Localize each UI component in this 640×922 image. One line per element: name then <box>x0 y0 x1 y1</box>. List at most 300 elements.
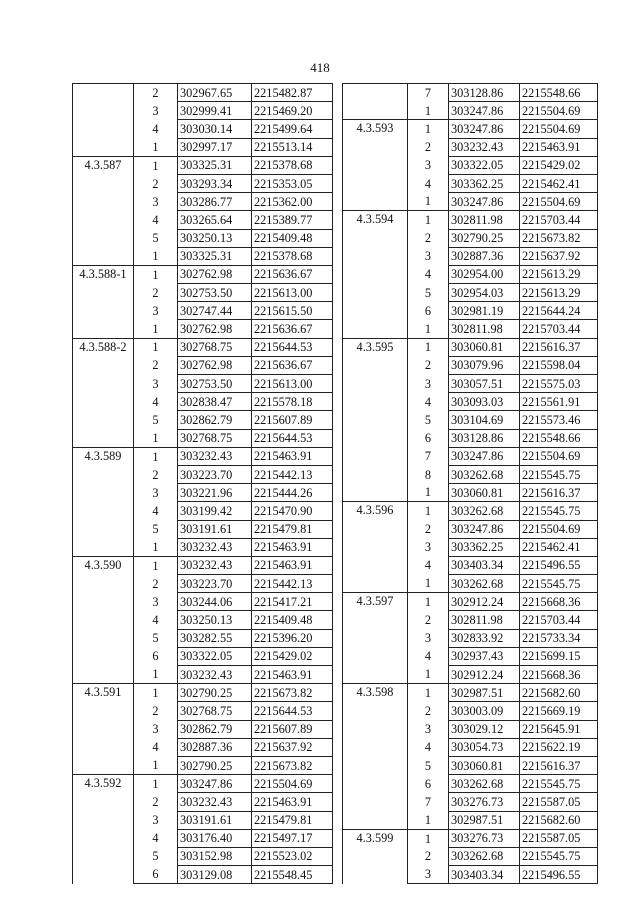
y-coordinate: 2215545.75 <box>520 575 598 593</box>
point-number: 4 <box>152 831 159 846</box>
x-coordinate: 303199.42 <box>178 502 252 520</box>
y-coordinate: 2215578.18 <box>252 393 333 411</box>
x-coordinate: 303054.73 <box>449 738 520 756</box>
table-row <box>73 447 333 465</box>
y-coordinate: 2215673.82 <box>520 229 598 247</box>
point-number: 1 <box>408 829 449 847</box>
y-coordinate: 2215636.67 <box>252 356 333 374</box>
x-coordinate: 303093.03 <box>449 393 520 411</box>
point-number: 5 <box>152 412 159 427</box>
x-coordinate: 303152.98 <box>178 847 252 865</box>
point-number: 3 <box>152 813 159 828</box>
y-coordinate: 2215613.00 <box>252 284 333 302</box>
y-coordinate: 2215669.19 <box>520 702 598 720</box>
x-coordinate: 303104.69 <box>449 411 520 429</box>
point-number: 3 <box>152 722 159 737</box>
x-coordinate: 303221.96 <box>178 484 252 502</box>
point-number: 3 <box>424 540 432 555</box>
point-number: 2 <box>152 794 159 809</box>
x-coordinate: 303247.86 <box>449 193 520 211</box>
y-coordinate: 2215673.82 <box>252 756 333 774</box>
point-number: 2 <box>152 703 159 718</box>
y-coordinate: 2215598.04 <box>520 356 598 374</box>
parcel-id: 4.3.587 <box>73 156 134 265</box>
y-coordinate: 2215645.91 <box>520 720 598 738</box>
x-coordinate: 302997.17 <box>178 138 252 156</box>
y-coordinate: 2215613.29 <box>520 284 598 302</box>
y-coordinate: 2215462.41 <box>520 174 598 192</box>
x-coordinate: 303060.81 <box>449 484 520 502</box>
x-coordinate: 303232.43 <box>178 538 252 556</box>
y-coordinate: 2215362.00 <box>252 193 333 211</box>
y-coordinate: 2215703.44 <box>520 320 598 338</box>
table-row <box>343 684 598 702</box>
y-coordinate: 2215429.02 <box>252 647 333 665</box>
parcel-id: 4.3.588-1 <box>73 265 134 338</box>
point-number: 1 <box>408 211 449 229</box>
x-coordinate: 302887.36 <box>178 738 252 756</box>
point-number: 2 <box>152 576 159 591</box>
x-coordinate: 303250.13 <box>178 229 252 247</box>
x-coordinate: 303362.25 <box>449 174 520 192</box>
y-coordinate: 2215545.75 <box>520 847 598 865</box>
x-coordinate: 303232.43 <box>178 666 252 684</box>
page-number: 418 <box>310 60 330 75</box>
table-row <box>343 84 598 102</box>
point-number: 4 <box>152 740 159 755</box>
x-coordinate: 303176.40 <box>178 829 252 847</box>
x-coordinate: 303060.81 <box>449 338 520 356</box>
x-coordinate: 303029.12 <box>449 720 520 738</box>
y-coordinate: 2215417.21 <box>252 593 333 611</box>
x-coordinate: 302790.25 <box>178 756 252 774</box>
y-coordinate: 2215573.46 <box>520 411 598 429</box>
point-number: 4 <box>152 121 159 136</box>
point-number: 8 <box>424 467 432 482</box>
point-number: 2 <box>152 358 159 373</box>
point-number: 2 <box>152 467 159 482</box>
x-coordinate: 303232.43 <box>178 793 252 811</box>
point-number: 7 <box>424 794 432 809</box>
point-number: 1 <box>152 758 159 773</box>
y-coordinate: 2215463.91 <box>252 793 333 811</box>
point-number: 3 <box>152 194 159 209</box>
point-number: 5 <box>152 631 159 646</box>
table-row <box>73 684 333 702</box>
point-number: 3 <box>424 376 432 391</box>
point-number: 3 <box>424 722 432 737</box>
y-coordinate: 2215479.81 <box>252 520 333 538</box>
x-coordinate: 303293.34 <box>178 174 252 192</box>
y-coordinate: 2215644.24 <box>520 302 598 320</box>
y-coordinate: 2215469.20 <box>252 102 333 120</box>
y-coordinate: 2215613.00 <box>252 375 333 393</box>
x-coordinate: 303003.09 <box>449 702 520 720</box>
y-coordinate: 2215548.45 <box>252 866 333 884</box>
x-coordinate: 302768.75 <box>178 702 252 720</box>
table-row <box>73 775 333 793</box>
x-coordinate: 303191.61 <box>178 811 252 829</box>
point-number: 1 <box>134 556 178 574</box>
point-number: 4 <box>152 212 159 227</box>
y-coordinate: 2215644.53 <box>252 702 333 720</box>
x-coordinate: 303403.34 <box>449 866 520 884</box>
point-number: 1 <box>408 593 449 611</box>
y-coordinate: 2215622.19 <box>520 738 598 756</box>
coordinates-table-left <box>72 83 333 884</box>
point-number: 4 <box>152 503 159 518</box>
table-row <box>73 84 333 102</box>
point-number: 2 <box>424 522 432 537</box>
x-coordinate: 303129.08 <box>178 866 252 884</box>
point-number: 1 <box>424 485 432 500</box>
y-coordinate: 2215682.60 <box>520 684 598 702</box>
point-number: 4 <box>152 613 159 628</box>
point-number: 1 <box>152 321 159 336</box>
y-coordinate: 2215587.05 <box>520 829 598 847</box>
parcel-id <box>73 84 134 157</box>
point-number: 2 <box>424 849 432 864</box>
y-coordinate: 2215442.13 <box>252 575 333 593</box>
x-coordinate: 303247.86 <box>449 447 520 465</box>
y-coordinate: 2215703.44 <box>520 211 598 229</box>
point-number: 1 <box>408 502 449 520</box>
y-coordinate: 2215504.69 <box>520 520 598 538</box>
x-coordinate: 303247.86 <box>449 520 520 538</box>
y-coordinate: 2215463.91 <box>252 538 333 556</box>
x-coordinate: 303322.05 <box>178 647 252 665</box>
y-coordinate: 2215523.02 <box>252 847 333 865</box>
parcel-id: 4.3.588-2 <box>73 338 134 447</box>
y-coordinate: 2215353.05 <box>252 174 333 192</box>
parcel-id: 4.3.589 <box>73 447 134 556</box>
y-coordinate: 2215504.69 <box>252 775 333 793</box>
point-number: 2 <box>424 358 432 373</box>
x-coordinate: 303247.86 <box>449 102 520 120</box>
table-body-left <box>73 84 333 884</box>
point-number: 6 <box>424 776 432 791</box>
y-coordinate: 2215409.48 <box>252 611 333 629</box>
table-row <box>73 338 333 356</box>
x-coordinate: 303128.86 <box>449 429 520 447</box>
x-coordinate: 303282.55 <box>178 629 252 647</box>
parcel-id: 4.3.596 <box>343 502 408 593</box>
point-number: 1 <box>152 540 159 555</box>
parcel-id: 4.3.597 <box>343 593 408 684</box>
x-coordinate: 303325.31 <box>178 247 252 265</box>
point-number: 3 <box>152 594 159 609</box>
y-coordinate: 2215616.37 <box>520 756 598 774</box>
x-coordinate: 303276.73 <box>449 793 520 811</box>
x-coordinate: 303265.64 <box>178 211 252 229</box>
x-coordinate: 303247.86 <box>449 120 520 138</box>
point-number: 6 <box>134 866 178 884</box>
point-number: 1 <box>134 775 178 793</box>
y-coordinate: 2215545.75 <box>520 465 598 483</box>
y-coordinate: 2215682.60 <box>520 811 598 829</box>
y-coordinate: 2215673.82 <box>252 684 333 702</box>
point-number: 1 <box>424 576 432 591</box>
point-number: 2 <box>134 84 178 102</box>
point-number: 1 <box>152 430 159 445</box>
y-coordinate: 2215444.26 <box>252 484 333 502</box>
point-number: 1 <box>424 812 432 827</box>
y-coordinate: 2215504.69 <box>520 447 598 465</box>
point-number: 1 <box>424 194 432 209</box>
y-coordinate: 2215644.53 <box>252 338 333 356</box>
y-coordinate: 2215548.66 <box>520 429 598 447</box>
point-number: 2 <box>424 231 432 246</box>
x-coordinate: 302967.65 <box>178 84 252 102</box>
point-number: 2 <box>424 703 432 718</box>
x-coordinate: 303223.70 <box>178 575 252 593</box>
y-coordinate: 2215636.67 <box>252 265 333 283</box>
point-number: 3 <box>424 158 432 173</box>
y-coordinate: 2215607.89 <box>252 411 333 429</box>
y-coordinate: 2215703.44 <box>520 611 598 629</box>
y-coordinate: 2215504.69 <box>520 120 598 138</box>
y-coordinate: 2215668.36 <box>520 593 598 611</box>
y-coordinate: 2215463.91 <box>252 447 333 465</box>
point-number: 1 <box>424 321 432 336</box>
parcel-id: 4.3.591 <box>73 684 134 775</box>
x-coordinate: 302811.98 <box>449 211 520 229</box>
point-number: 5 <box>424 285 432 300</box>
point-number: 4 <box>152 394 159 409</box>
point-number: 1 <box>134 156 178 174</box>
x-coordinate: 303232.43 <box>178 556 252 574</box>
x-coordinate: 302912.24 <box>449 666 520 684</box>
x-coordinate: 303247.86 <box>178 775 252 793</box>
x-coordinate: 303262.68 <box>449 775 520 793</box>
x-coordinate: 303250.13 <box>178 611 252 629</box>
x-coordinate: 302954.00 <box>449 265 520 283</box>
point-number: 2 <box>152 176 159 191</box>
y-coordinate: 2215733.34 <box>520 629 598 647</box>
y-coordinate: 2215615.50 <box>252 302 333 320</box>
point-number: 1 <box>152 139 159 154</box>
y-coordinate: 2215561.91 <box>520 393 598 411</box>
x-coordinate: 303232.43 <box>449 138 520 156</box>
y-coordinate: 2215699.15 <box>520 647 598 665</box>
point-number: 2 <box>424 613 432 628</box>
point-number: 1 <box>408 120 449 138</box>
x-coordinate: 303362.25 <box>449 538 520 556</box>
parcel-id: 4.3.599 <box>343 829 408 884</box>
table-body-right <box>343 84 598 884</box>
point-number: 1 <box>134 265 178 283</box>
x-coordinate: 302833.92 <box>449 629 520 647</box>
point-number: 5 <box>424 758 432 773</box>
point-number: 3 <box>152 103 159 118</box>
point-number: 4 <box>424 740 432 755</box>
x-coordinate: 303030.14 <box>178 120 252 138</box>
point-number: 4 <box>424 558 432 573</box>
y-coordinate: 2215409.48 <box>252 229 333 247</box>
x-coordinate: 302981.19 <box>449 302 520 320</box>
point-number: 4 <box>424 267 432 282</box>
x-coordinate: 302753.50 <box>178 375 252 393</box>
y-coordinate: 2215482.87 <box>252 84 333 102</box>
point-number: 5 <box>152 849 159 864</box>
point-number: 1 <box>152 249 159 264</box>
x-coordinate: 303262.68 <box>449 502 520 520</box>
x-coordinate: 302762.98 <box>178 320 252 338</box>
y-coordinate: 2215497.17 <box>252 829 333 847</box>
y-coordinate: 2215637.92 <box>520 247 598 265</box>
y-coordinate: 2215545.75 <box>520 775 598 793</box>
parcel-id: 4.3.593 <box>343 120 408 211</box>
point-number: 1 <box>134 684 178 702</box>
x-coordinate: 302768.75 <box>178 429 252 447</box>
y-coordinate: 2215613.29 <box>520 265 598 283</box>
coordinates-table-right <box>342 83 598 884</box>
parcel-id: 4.3.592 <box>73 775 134 884</box>
x-coordinate: 302862.79 <box>178 720 252 738</box>
x-coordinate: 302999.41 <box>178 102 252 120</box>
y-coordinate: 2215587.05 <box>520 793 598 811</box>
x-coordinate: 303325.31 <box>178 156 252 174</box>
x-coordinate: 303286.77 <box>178 193 252 211</box>
x-coordinate: 303223.70 <box>178 465 252 483</box>
point-number: 1 <box>408 338 449 356</box>
y-coordinate: 2215470.90 <box>252 502 333 520</box>
x-coordinate: 302747.44 <box>178 302 252 320</box>
point-number: 3 <box>408 866 449 884</box>
point-number: 1 <box>134 338 178 356</box>
y-coordinate: 2215575.03 <box>520 375 598 393</box>
x-coordinate: 302811.98 <box>449 320 520 338</box>
y-coordinate: 2215668.36 <box>520 666 598 684</box>
parcel-id: 4.3.594 <box>343 211 408 338</box>
y-coordinate: 2215548.66 <box>520 84 598 102</box>
x-coordinate: 303128.86 <box>449 84 520 102</box>
point-number: 1 <box>424 667 432 682</box>
y-coordinate: 2215442.13 <box>252 465 333 483</box>
x-coordinate: 302954.03 <box>449 284 520 302</box>
point-number: 2 <box>424 140 432 155</box>
x-coordinate: 302790.25 <box>449 229 520 247</box>
point-number: 3 <box>424 249 432 264</box>
x-coordinate: 302762.98 <box>178 265 252 283</box>
y-coordinate: 2215616.37 <box>520 484 598 502</box>
y-coordinate: 2215462.41 <box>520 538 598 556</box>
x-coordinate: 302762.98 <box>178 356 252 374</box>
point-number: 1 <box>424 103 432 118</box>
y-coordinate: 2215644.53 <box>252 429 333 447</box>
y-coordinate: 2215504.69 <box>520 193 598 211</box>
y-coordinate: 2215545.75 <box>520 502 598 520</box>
y-coordinate: 2215513.14 <box>252 138 333 156</box>
table-row <box>73 556 333 574</box>
y-coordinate: 2215378.68 <box>252 247 333 265</box>
point-number: 3 <box>424 631 432 646</box>
point-number: 5 <box>152 522 159 537</box>
table-row <box>73 265 333 283</box>
y-coordinate: 2215463.91 <box>520 138 598 156</box>
table-row <box>73 156 333 174</box>
table-row <box>343 120 598 138</box>
parcel-id: 4.3.590 <box>73 556 134 683</box>
y-coordinate: 2215607.89 <box>252 720 333 738</box>
x-coordinate: 303079.96 <box>449 356 520 374</box>
x-coordinate: 303322.05 <box>449 156 520 174</box>
x-coordinate: 303191.61 <box>178 520 252 538</box>
y-coordinate: 2215504.69 <box>520 102 598 120</box>
y-coordinate: 2215378.68 <box>252 156 333 174</box>
point-number: 7 <box>424 449 432 464</box>
point-number: 6 <box>152 649 159 664</box>
y-coordinate: 2215463.91 <box>252 556 333 574</box>
x-coordinate: 302887.36 <box>449 247 520 265</box>
y-coordinate: 2215463.91 <box>252 666 333 684</box>
y-coordinate: 2215636.67 <box>252 320 333 338</box>
point-number: 4 <box>424 649 432 664</box>
y-coordinate: 2215616.37 <box>520 338 598 356</box>
y-coordinate: 2215499.64 <box>252 120 333 138</box>
y-coordinate: 2215389.77 <box>252 211 333 229</box>
point-number: 1 <box>152 667 159 682</box>
point-number: 4 <box>424 394 432 409</box>
point-number: 1 <box>134 447 178 465</box>
point-number: 2 <box>152 285 159 300</box>
point-number: 1 <box>408 684 449 702</box>
point-number: 3 <box>152 303 159 318</box>
x-coordinate: 303232.43 <box>178 447 252 465</box>
y-coordinate: 2215496.55 <box>520 556 598 574</box>
x-coordinate: 303244.06 <box>178 593 252 611</box>
x-coordinate: 302937.43 <box>449 647 520 665</box>
x-coordinate: 302768.75 <box>178 338 252 356</box>
x-coordinate: 302987.51 <box>449 811 520 829</box>
x-coordinate: 303262.68 <box>449 575 520 593</box>
x-coordinate: 302838.47 <box>178 393 252 411</box>
point-number: 5 <box>424 412 432 427</box>
point-number: 6 <box>424 303 432 318</box>
parcel-id: 4.3.598 <box>343 684 408 830</box>
x-coordinate: 302912.24 <box>449 593 520 611</box>
x-coordinate: 303403.34 <box>449 556 520 574</box>
point-number: 5 <box>152 231 159 246</box>
y-coordinate: 2215496.55 <box>520 866 598 884</box>
table-row <box>343 502 598 520</box>
table-row <box>343 593 598 611</box>
x-coordinate: 303057.51 <box>449 375 520 393</box>
table-row <box>343 211 598 229</box>
x-coordinate: 303060.81 <box>449 756 520 774</box>
x-coordinate: 303262.68 <box>449 465 520 483</box>
x-coordinate: 302862.79 <box>178 411 252 429</box>
x-coordinate: 303262.68 <box>449 847 520 865</box>
x-coordinate: 302811.98 <box>449 611 520 629</box>
table-row <box>343 829 598 847</box>
parcel-id <box>343 84 408 120</box>
x-coordinate: 302987.51 <box>449 684 520 702</box>
point-number: 7 <box>408 84 449 102</box>
y-coordinate: 2215637.92 <box>252 738 333 756</box>
y-coordinate: 2215479.81 <box>252 811 333 829</box>
x-coordinate: 302753.50 <box>178 284 252 302</box>
point-number: 3 <box>152 485 159 500</box>
x-coordinate: 303276.73 <box>449 829 520 847</box>
parcel-id: 4.3.595 <box>343 338 408 502</box>
point-number: 6 <box>424 431 432 446</box>
x-coordinate: 302790.25 <box>178 684 252 702</box>
y-coordinate: 2215429.02 <box>520 156 598 174</box>
point-number: 3 <box>152 376 159 391</box>
table-row <box>343 338 598 356</box>
point-number: 4 <box>424 176 432 191</box>
